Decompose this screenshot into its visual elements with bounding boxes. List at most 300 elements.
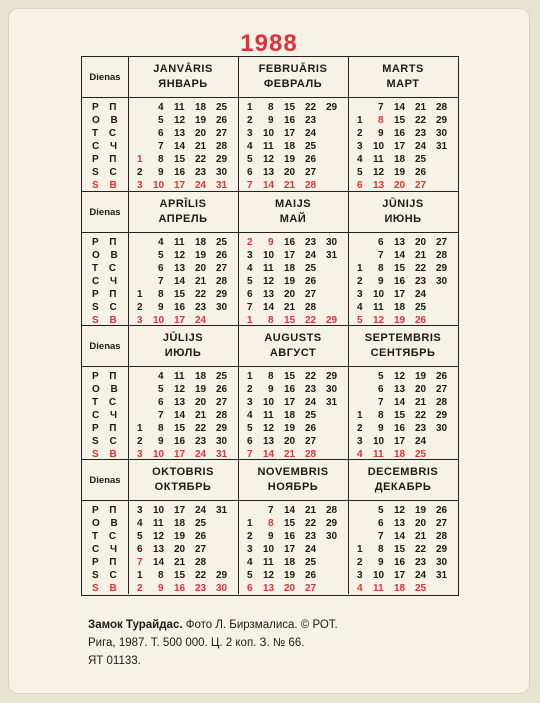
day-number: 27 [305, 436, 317, 447]
day-number: 11 [373, 302, 384, 313]
day-number: 26 [305, 423, 317, 434]
day-number: 2 [357, 423, 363, 434]
day-number: 2 [137, 302, 143, 313]
day-number: 13 [153, 544, 165, 555]
quarter-header [82, 326, 458, 367]
weekday-label: P П [92, 154, 121, 165]
day-number: 23 [415, 423, 427, 434]
day-number: 4 [158, 371, 164, 382]
caption [88, 616, 508, 670]
day-number: 29 [436, 263, 448, 274]
day-number: 14 [394, 250, 406, 261]
day-number: 9 [268, 531, 274, 542]
day-number: 3 [247, 128, 253, 139]
day-number: 23 [195, 583, 207, 594]
month-header [238, 192, 349, 232]
month-days [128, 97, 239, 191]
month-name-lv: NOVEMBRIS [257, 466, 329, 478]
day-number: 20 [284, 436, 296, 447]
day-number: 25 [305, 263, 317, 274]
day-number: 19 [174, 531, 186, 542]
day-number: 7 [247, 302, 253, 313]
day-number: 5 [378, 505, 384, 516]
day-number: 10 [263, 544, 275, 555]
day-number: 11 [263, 141, 274, 152]
day-number: 6 [378, 384, 384, 395]
day-number: 3 [137, 180, 143, 191]
month-header [128, 192, 239, 232]
day-number: 19 [195, 115, 207, 126]
month-days [128, 232, 239, 326]
day-number: 15 [174, 423, 186, 434]
day-number: 26 [305, 276, 317, 287]
day-number: 10 [263, 128, 275, 139]
weekday-label: S B [92, 315, 121, 326]
month-days [348, 97, 458, 191]
weekday-column [82, 97, 129, 191]
weekday-label: P П [92, 557, 121, 568]
day-number: 9 [378, 128, 384, 139]
day-number: 5 [247, 276, 253, 287]
day-number: 22 [415, 544, 427, 555]
day-number: 24 [195, 505, 207, 516]
day-number: 19 [284, 423, 296, 434]
month-days [128, 500, 239, 594]
day-number: 27 [305, 167, 317, 178]
month-days [238, 232, 349, 326]
day-number: 24 [305, 250, 317, 261]
day-number: 5 [247, 423, 253, 434]
day-number: 4 [247, 141, 253, 152]
day-number: 16 [284, 115, 296, 126]
day-number: 21 [174, 557, 186, 568]
day-number: 19 [394, 167, 406, 178]
day-number: 29 [216, 423, 228, 434]
month-name-lv: JŪLIJS [162, 332, 204, 344]
day-number: 11 [174, 237, 185, 248]
calendar-grid [81, 56, 459, 596]
day-number: 9 [158, 436, 164, 447]
day-number: 20 [415, 237, 427, 248]
day-number: 30 [436, 423, 448, 434]
day-number: 27 [436, 518, 448, 529]
day-number: 7 [378, 102, 384, 113]
day-number: 18 [195, 102, 207, 113]
day-number: 20 [195, 263, 207, 274]
day-number: 13 [394, 384, 406, 395]
day-number: 21 [284, 449, 296, 460]
day-number: 17 [284, 250, 296, 261]
calendar-card [8, 8, 530, 694]
day-number: 8 [268, 102, 274, 113]
day-number: 20 [284, 167, 296, 178]
day-number: 21 [195, 410, 207, 421]
day-number: 13 [263, 167, 275, 178]
day-number: 6 [137, 544, 143, 555]
day-number: 18 [394, 302, 406, 313]
day-number: 2 [247, 237, 253, 248]
day-number: 27 [216, 263, 228, 274]
day-number: 9 [268, 384, 274, 395]
day-number: 27 [195, 544, 207, 555]
day-number: 8 [158, 423, 164, 434]
day-number: 10 [263, 397, 275, 408]
day-number: 1 [357, 263, 363, 274]
day-number: 31 [436, 141, 448, 152]
day-number: 16 [394, 128, 406, 139]
weekday-label: O В [92, 250, 122, 261]
day-number: 10 [373, 436, 385, 447]
quarter-header [82, 57, 458, 98]
day-number: 1 [357, 410, 363, 421]
weekday-label: C Ч [92, 141, 122, 152]
day-number: 11 [373, 154, 384, 165]
day-number: 2 [247, 115, 253, 126]
day-number: 29 [216, 570, 228, 581]
day-number: 31 [436, 570, 448, 581]
weekday-label: P П [92, 371, 121, 382]
day-number: 21 [415, 397, 427, 408]
month-name-ru: ИЮЛЬ [164, 347, 202, 359]
day-number: 10 [373, 141, 385, 152]
day-number: 22 [195, 154, 207, 165]
day-number: 17 [394, 570, 406, 581]
day-number: 11 [263, 263, 274, 274]
day-number: 2 [137, 167, 143, 178]
day-number: 15 [174, 289, 186, 300]
day-number: 5 [357, 167, 363, 178]
day-number: 3 [357, 436, 363, 447]
month-header [348, 460, 458, 500]
day-number: 3 [357, 289, 363, 300]
day-number: 16 [174, 436, 186, 447]
day-number: 1 [137, 423, 143, 434]
day-number: 23 [305, 531, 317, 542]
day-number: 17 [174, 315, 186, 326]
day-number: 22 [305, 371, 317, 382]
month-name-ru: АПРЕЛЬ [158, 213, 208, 225]
day-number: 3 [137, 449, 143, 460]
weekday-label: S B [92, 583, 121, 594]
weekday-column [82, 232, 129, 326]
day-number: 10 [153, 505, 165, 516]
day-number: 28 [216, 141, 228, 152]
day-number: 31 [326, 397, 338, 408]
day-number: 26 [216, 250, 228, 261]
day-number: 1 [247, 371, 253, 382]
quarter-header [82, 460, 458, 501]
day-number: 13 [174, 128, 186, 139]
day-number: 7 [158, 410, 164, 421]
day-number: 17 [394, 436, 406, 447]
day-number: 9 [378, 557, 384, 568]
weekday-label: S B [92, 180, 121, 191]
caption-line-2: Рига, 1987. Т. 500 000. Ц. 2 коп. З. № 66. [88, 637, 305, 649]
month-name-lv: AUGUSTS [264, 332, 322, 344]
day-number: 9 [158, 167, 164, 178]
day-number: 10 [373, 289, 385, 300]
day-number: 17 [174, 505, 186, 516]
month-name-lv: SEPTEMBRIS [364, 332, 442, 344]
month-name-ru: ИЮНЬ [384, 213, 422, 225]
day-number: 7 [158, 276, 164, 287]
weekday-label: T С [92, 128, 121, 139]
month-header [128, 326, 239, 366]
day-number: 28 [436, 531, 448, 542]
month-header [348, 326, 458, 366]
month-header [348, 192, 458, 232]
day-number: 7 [378, 397, 384, 408]
day-number: 4 [247, 263, 253, 274]
weekday-label: O В [92, 115, 122, 126]
weekday-column [82, 366, 129, 460]
day-number: 17 [394, 289, 406, 300]
day-number: 5 [137, 531, 143, 542]
day-number: 19 [284, 570, 296, 581]
month-header [238, 57, 349, 97]
day-number: 30 [326, 531, 338, 542]
day-number: 15 [284, 371, 296, 382]
day-number: 26 [415, 315, 427, 326]
day-number: 30 [436, 276, 448, 287]
day-number: 4 [158, 237, 164, 248]
day-number: 18 [284, 141, 296, 152]
day-number: 20 [195, 128, 207, 139]
day-number: 6 [247, 436, 253, 447]
weekday-label: C Ч [92, 544, 122, 555]
day-number: 7 [137, 557, 143, 568]
day-number: 26 [195, 531, 207, 542]
day-number: 29 [326, 371, 338, 382]
caption-line-3: ЯТ 01133. [88, 655, 141, 667]
month-name-lv: APRĪLIS [159, 198, 207, 210]
day-number: 25 [305, 557, 317, 568]
day-number: 10 [373, 570, 385, 581]
day-number: 6 [247, 167, 253, 178]
day-number: 28 [326, 505, 338, 516]
day-number: 30 [216, 436, 228, 447]
month-name-ru: МАЙ [279, 213, 307, 225]
day-number: 16 [394, 557, 406, 568]
day-number: 30 [436, 128, 448, 139]
day-number: 3 [137, 505, 143, 516]
day-number: 15 [284, 518, 296, 529]
day-number: 2 [247, 531, 253, 542]
day-number: 13 [394, 237, 406, 248]
day-number: 13 [263, 289, 275, 300]
day-number: 5 [158, 115, 164, 126]
day-number: 6 [378, 518, 384, 529]
day-number: 19 [284, 154, 296, 165]
day-number: 28 [195, 557, 207, 568]
day-number: 23 [305, 115, 317, 126]
day-number: 17 [284, 544, 296, 555]
month-name-lv: FEBRUĀRIS [258, 63, 328, 75]
month-header [128, 57, 239, 97]
day-number: 21 [195, 276, 207, 287]
day-number: 8 [378, 115, 384, 126]
day-number: 5 [158, 384, 164, 395]
day-number: 17 [174, 180, 186, 191]
dienas-label: Dienas [82, 460, 129, 500]
day-number: 25 [216, 102, 228, 113]
month-name-ru: ФЕВРАЛЬ [263, 78, 323, 90]
day-number: 22 [195, 289, 207, 300]
day-number: 11 [373, 449, 384, 460]
day-number: 22 [415, 115, 427, 126]
day-number: 9 [378, 276, 384, 287]
month-days [238, 500, 349, 594]
day-number: 21 [305, 505, 317, 516]
caption-line-1 [88, 616, 508, 634]
weekday-label: T С [92, 397, 121, 408]
day-number: 19 [415, 505, 427, 516]
month-name-lv: MARTS [382, 63, 424, 75]
day-number: 3 [247, 397, 253, 408]
day-number: 29 [436, 544, 448, 555]
day-number: 18 [284, 410, 296, 421]
month-name-ru: АВГУСТ [269, 347, 317, 359]
day-number: 8 [158, 289, 164, 300]
day-number: 30 [326, 237, 338, 248]
day-number: 12 [263, 423, 275, 434]
day-number: 11 [373, 583, 384, 594]
weekday-label: S B [92, 449, 121, 460]
day-number: 29 [436, 410, 448, 421]
day-number: 26 [216, 115, 228, 126]
day-number: 8 [268, 315, 274, 326]
day-number: 23 [415, 557, 427, 568]
day-number: 21 [415, 531, 427, 542]
day-number: 23 [195, 436, 207, 447]
day-number: 7 [158, 141, 164, 152]
day-number: 2 [137, 583, 143, 594]
day-number: 3 [357, 570, 363, 581]
day-number: 11 [153, 518, 164, 529]
month-name-ru: ДЕКАБРЬ [374, 481, 432, 493]
day-number: 23 [415, 128, 427, 139]
day-number: 29 [216, 154, 228, 165]
day-number: 26 [436, 371, 448, 382]
day-number: 30 [326, 384, 338, 395]
day-number: 3 [247, 250, 253, 261]
day-number: 14 [394, 531, 406, 542]
day-number: 16 [284, 531, 296, 542]
weekday-column [82, 500, 129, 594]
day-number: 23 [415, 276, 427, 287]
day-number: 13 [373, 180, 385, 191]
day-number: 12 [263, 154, 275, 165]
day-number: 26 [305, 154, 317, 165]
day-number: 29 [326, 518, 338, 529]
month-days [348, 500, 458, 594]
day-number: 13 [174, 397, 186, 408]
day-number: 17 [174, 449, 186, 460]
day-number: 16 [394, 276, 406, 287]
day-number: 22 [415, 410, 427, 421]
day-number: 1 [357, 544, 363, 555]
day-number: 9 [378, 423, 384, 434]
day-number: 1 [247, 102, 253, 113]
day-number: 15 [394, 410, 406, 421]
weekday-label: S C [92, 436, 121, 447]
day-number: 6 [158, 128, 164, 139]
day-number: 28 [305, 449, 317, 460]
day-number: 15 [174, 570, 186, 581]
quarter-header [82, 192, 458, 233]
day-number: 14 [284, 505, 296, 516]
day-number: 24 [415, 289, 427, 300]
day-number: 5 [247, 570, 253, 581]
day-number: 27 [216, 397, 228, 408]
day-number: 12 [153, 531, 165, 542]
day-number: 28 [436, 250, 448, 261]
day-number: 5 [247, 154, 253, 165]
day-number: 1 [247, 315, 253, 326]
dienas-label: Dienas [82, 326, 129, 366]
month-header [348, 57, 458, 97]
day-number: 15 [394, 115, 406, 126]
day-number: 11 [263, 410, 274, 421]
day-number: 22 [415, 263, 427, 274]
day-number: 18 [284, 263, 296, 274]
day-number: 21 [195, 141, 207, 152]
day-number: 28 [436, 397, 448, 408]
day-number: 6 [247, 583, 253, 594]
month-name-lv: JANVĀRIS [153, 63, 213, 75]
caption-credit: Фото Л. Бирзмалиса. © РОТ. [182, 619, 338, 631]
day-number: 16 [284, 384, 296, 395]
day-number: 25 [415, 449, 427, 460]
weekday-label: S C [92, 570, 121, 581]
day-number: 14 [174, 410, 186, 421]
day-number: 8 [378, 263, 384, 274]
day-number: 6 [158, 397, 164, 408]
day-number: 18 [195, 371, 207, 382]
day-number: 30 [436, 557, 448, 568]
day-number: 31 [216, 505, 228, 516]
day-number: 6 [357, 180, 363, 191]
day-number: 14 [394, 397, 406, 408]
day-number: 15 [394, 544, 406, 555]
day-number: 20 [394, 180, 406, 191]
day-number: 9 [158, 583, 164, 594]
day-number: 25 [195, 518, 207, 529]
day-number: 20 [284, 289, 296, 300]
day-number: 4 [137, 518, 143, 529]
day-number: 28 [216, 410, 228, 421]
quarter-block [82, 57, 458, 191]
day-number: 12 [174, 250, 186, 261]
day-number: 1 [137, 154, 143, 165]
day-number: 19 [394, 315, 406, 326]
weekday-label: P П [92, 423, 121, 434]
day-number: 27 [305, 289, 317, 300]
day-number: 13 [263, 583, 275, 594]
weekday-label: S C [92, 167, 121, 178]
day-number: 10 [153, 180, 165, 191]
day-number: 18 [174, 518, 186, 529]
day-number: 18 [394, 583, 406, 594]
day-number: 16 [174, 167, 186, 178]
day-number: 4 [357, 449, 363, 460]
day-number: 14 [153, 557, 165, 568]
day-number: 2 [357, 128, 363, 139]
day-number: 4 [247, 410, 253, 421]
day-number: 7 [378, 250, 384, 261]
day-number: 8 [378, 544, 384, 555]
day-number: 2 [357, 557, 363, 568]
